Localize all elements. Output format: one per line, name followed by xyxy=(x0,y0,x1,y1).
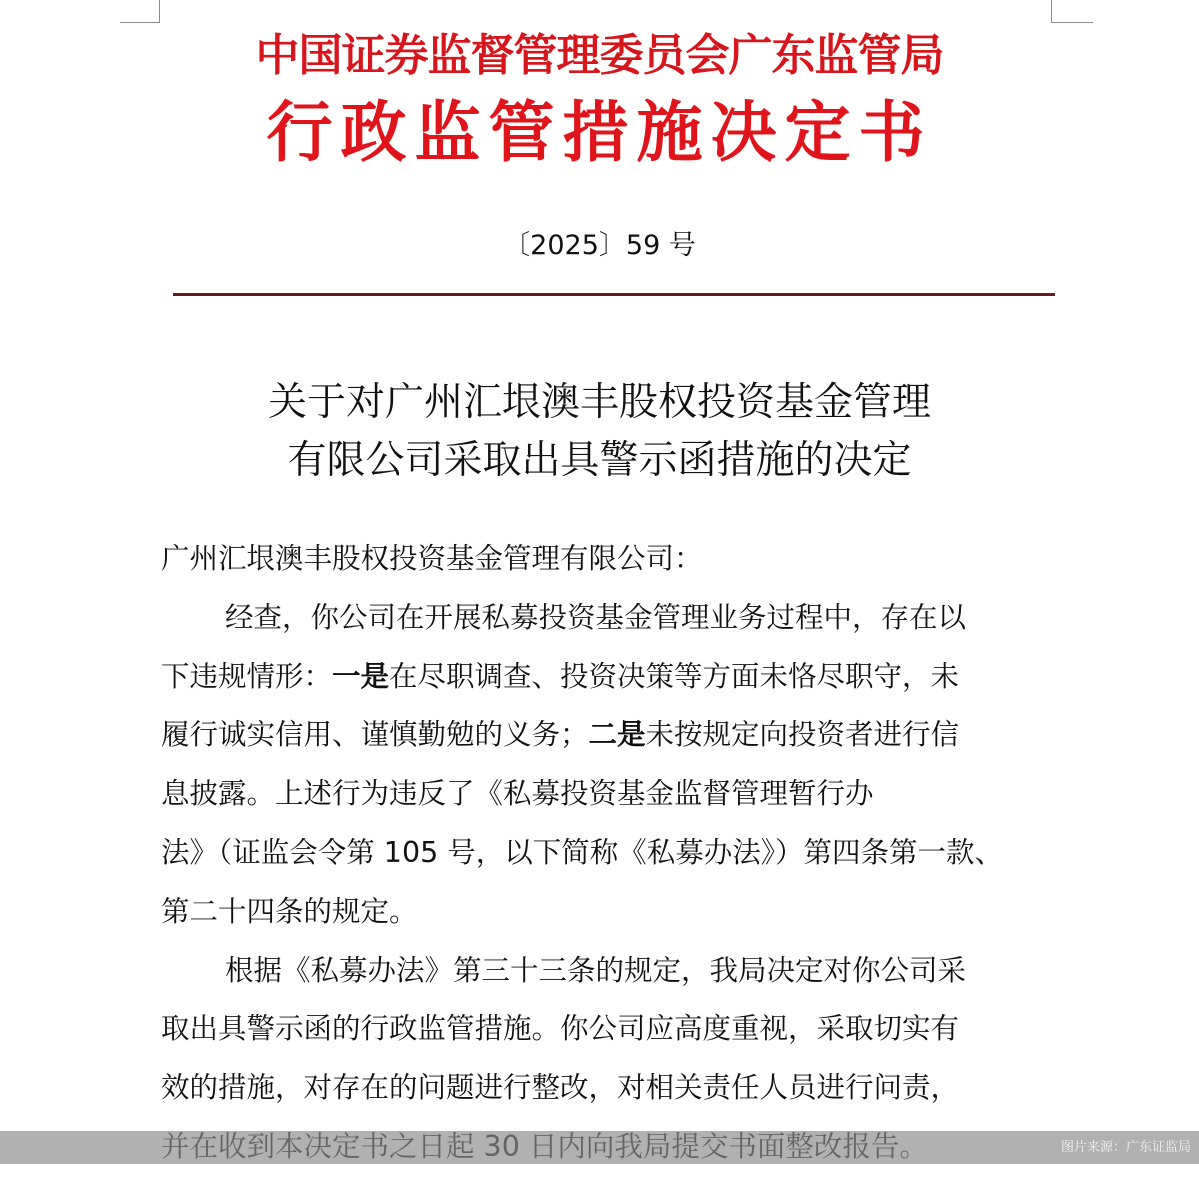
document-number: 〔2025〕59 号 xyxy=(503,230,696,261)
emphasis-second: 二是 xyxy=(588,718,646,752)
text-run: 下违规情形： xyxy=(161,659,333,693)
page-corner-mark-right xyxy=(1051,0,1093,23)
text-run: 履行诚实信用、谨慎勤勉的义务； xyxy=(161,718,589,752)
issuing-organization: 中国证券监督管理委员会广东监管局 xyxy=(255,30,944,81)
body-line: 第二十四条的规定。 xyxy=(161,894,418,928)
emphasis-first: 一是 xyxy=(332,659,390,693)
image-source-caption: 图片来源：广东证监局 xyxy=(1060,1140,1191,1155)
image-caption-bar xyxy=(0,1131,1199,1164)
body-line xyxy=(161,648,1056,707)
addressee: 广州汇垠澳丰股权投资基金管理有限公司： xyxy=(161,542,703,575)
decision-title xyxy=(0,374,1199,490)
body-line: 息披露。上述行为违反了《私募投资基金监督管理暂行办 xyxy=(161,777,874,811)
body-line: 根据《私募办法》第三十三条的规定，我局决定对你公司采 xyxy=(225,953,967,987)
decision-title-line-1: 关于对广州汇垠澳丰股权投资基金管理 xyxy=(267,380,931,425)
text-run: 在尽职调查、投资决策等方面未恪尽职守，未 xyxy=(389,659,960,693)
text-run: 未按规定向投资者进行信 xyxy=(645,718,960,752)
body-line: 取出具警示函的行政监管措施。你公司应高度重视，采取切实有 xyxy=(161,1012,960,1046)
header-divider xyxy=(173,293,1055,296)
body-line: 效的措施，对存在的问题进行整改，对相关责任人员进行问责， xyxy=(161,1071,960,1105)
body-line: 经查，你公司在开展私募投资基金管理业务过程中，存在以 xyxy=(225,600,967,634)
document-body xyxy=(161,530,1056,1177)
paragraph-findings xyxy=(161,589,1056,942)
decision-title-line-2: 有限公司采取出具警示函措施的决定 xyxy=(287,438,912,483)
body-line xyxy=(161,706,1056,765)
document-type-heading: 行政监管措施决定书 xyxy=(266,94,933,171)
body-line: 法》（证监会令第 105 号，以下简称《私募办法》）第四条第一款、 xyxy=(161,835,1004,869)
page-corner-mark-left xyxy=(120,0,160,23)
